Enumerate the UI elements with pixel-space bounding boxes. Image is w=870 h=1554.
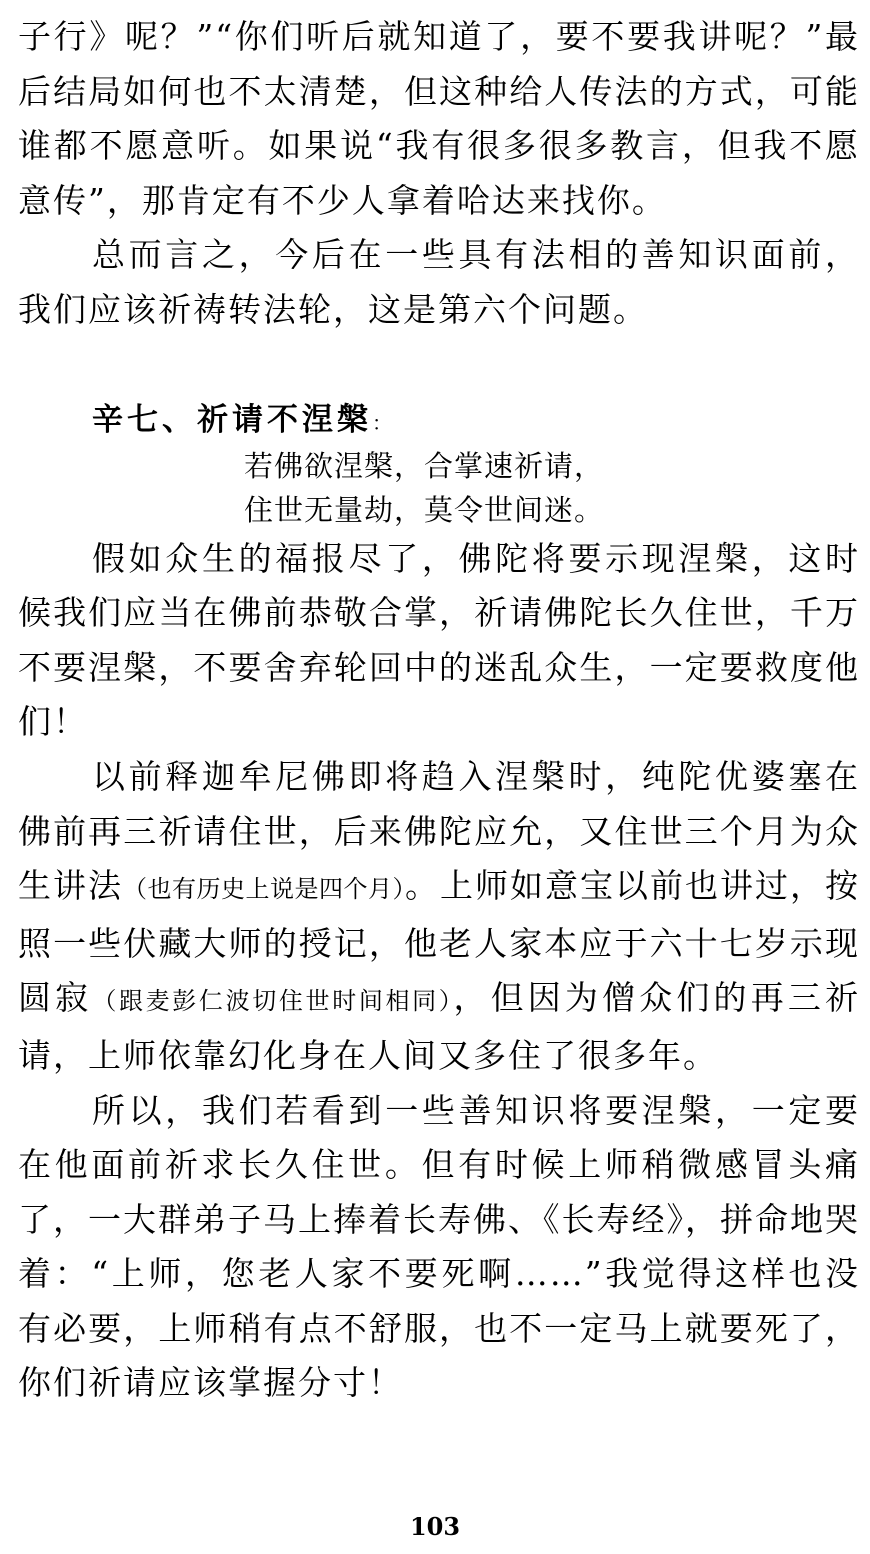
verse-line: 住世无量劫，莫令世间迷。 <box>244 492 605 527</box>
parenthetical-note: （跟麦彭仁波切住世时间相同） <box>92 987 454 1016</box>
section-heading <box>18 393 860 450</box>
paragraph-explanation: 假如众生的福报尽了，佛陀将要示现涅槃，这时候我们应当在佛前恭敬合掌，祈请佛陀长久住世，千万不要涅槃，不要舍弃轮回中的迷乱众生，一定要救度他们！ <box>18 538 860 742</box>
paragraph-summary: 总而言之，今后在一些具有法相的善知识面前，我们应该祈祷转法轮，这是第六个问题。 <box>18 235 860 329</box>
section-heading-text: 辛七、祈请不涅槃 <box>92 401 372 438</box>
paragraph-history <box>18 750 860 1084</box>
book-page <box>18 10 860 1411</box>
paragraph-continued: 子行》呢？”“你们听后就知道了，要不要我讲呢？”最后结局如何也不太清楚，但这种给人传法的方式，可能谁都不愿意听。如果说“我有很多很多教言，但我不愿意传”，那肯定有不少人拿着哈达来找你。 <box>18 17 860 220</box>
verse-block <box>18 444 860 532</box>
paragraph-advice: 所以，我们若看到一些善知识将要涅槃，一定要在他面前祈求长久住世。但有时候上师稍微感冒头痛了，一大群弟子马上捧着长寿佛、《长寿经》，拼命地哭着：“上师，您老人家不要死啊……”我觉得这样也没有必要，上师稍有点不舒服，也不一定马上就要死了，你们祈请应该掌握分寸！ <box>18 1090 860 1403</box>
paragraph-text: ，但因为僧众们的再三祈请，上师依靠幻化身在人间又多住了很多年。 <box>18 978 861 1075</box>
paragraph-text: 以前释迦牟尼佛即将趋入涅槃时，纯陀优婆塞在佛前再三祈请住世，后来佛陀应允，又住世三个月为众生讲法 <box>18 756 860 906</box>
verse-line: 若佛欲涅槃，合掌速祈请， <box>244 448 605 483</box>
parenthetical-note: （也有历史上说是四个月） <box>123 875 405 904</box>
section-heading-colon: ： <box>372 410 392 435</box>
paragraph-text: 。上师如意宝以前也讲过，按照一些伏藏大师的授记，他老人家本应于六十七岁示现圆寂 <box>18 866 860 1018</box>
page-number: 103 <box>409 1512 461 1541</box>
section-spacer <box>18 338 860 393</box>
